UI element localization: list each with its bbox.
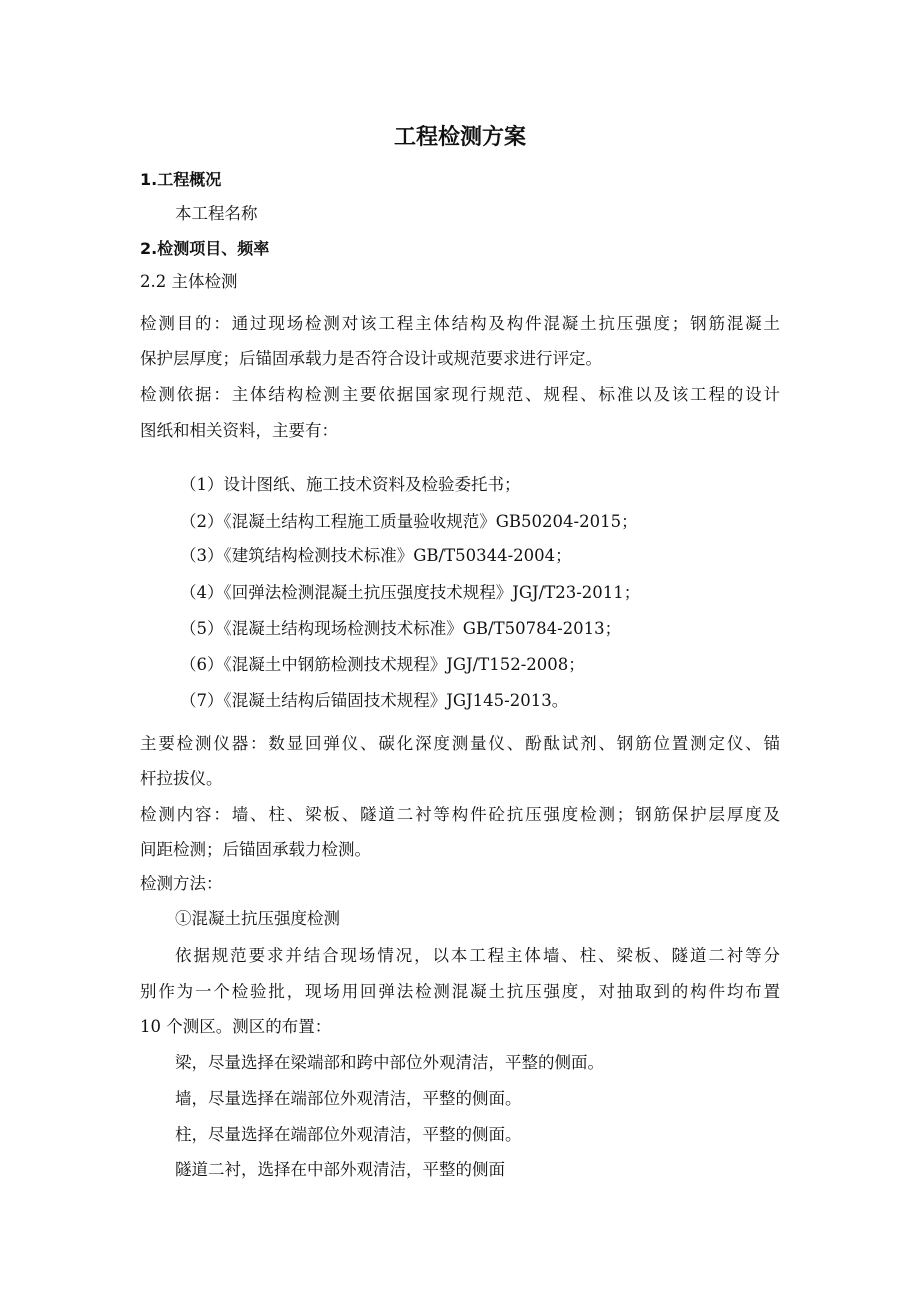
purpose-line-1: 检测目的：通过现场检测对该工程主体结构及构件混凝土抗压强度；钢筋混凝土 (140, 314, 780, 333)
tunnel-lining-note: 隧道二衬，选择在中部外观清洁，平整的侧面 (175, 1160, 505, 1179)
section-2-heading: 2.检测项目、频率 (140, 239, 270, 258)
content-line-2: 间距检测；后锚固承载力检测。 (140, 840, 371, 859)
reference-item: （6）《混凝土中钢筋检测技术规程》JGJ/T152-2008； (180, 655, 585, 674)
page-title: 工程检测方案 (393, 124, 526, 150)
method-label: 检测方法： (140, 874, 223, 893)
basis-line-2: 图纸和相关资料，主要有： (140, 421, 338, 440)
reference-item: （7）《混凝土结构后锚固技术规程》JGJ145-2013。 (180, 691, 569, 710)
instruments-line-2: 杆拉拔仪。 (140, 769, 223, 788)
reference-item: （4）《回弹法检测混凝土抗压强度技术规程》JGJ/T23-2011； (180, 583, 641, 602)
purpose-line-2: 保护层厚度；后锚固承载力是否符合设计或规范要求进行评定。 (140, 349, 602, 368)
method-paragraph-line-1: 依据规范要求并结合现场情况，以本工程主体墙、柱、梁板、隧道二衬等分 (175, 946, 780, 965)
basis-line-1: 检测依据：主体结构检测主要依据国家现行规范、规程、标准以及该工程的设计 (140, 385, 780, 404)
reference-item: （2）《混凝土结构工程施工质量验收规范》GB50204-2015； (180, 512, 638, 531)
beam-note: 梁，尽量选择在梁端部和跨中部位外观清洁，平整的侧面。 (175, 1053, 604, 1072)
method-paragraph-line-3: 10 个测区。测区的布置： (140, 1017, 332, 1036)
project-name-text: 本工程名称 (175, 204, 258, 223)
section-2-2-heading: 2.2 主体检测 (140, 272, 238, 291)
method-paragraph-line-2: 别作为一个检验批，现场用回弹法检测混凝土抗压强度，对抽取到的构件均布置 (140, 982, 780, 1001)
section-1-heading: 1.工程概况 (140, 170, 222, 189)
reference-item: （1）设计图纸、施工技术资料及检验委托书； (180, 475, 521, 494)
method-item-1: ①混凝土抗压强度检测 (175, 909, 340, 928)
reference-item: （3）《建筑结构检测技术标准》GB/T50344-2004； (180, 546, 572, 565)
column-note: 柱，尽量选择在端部位外观清洁，平整的侧面。 (175, 1125, 522, 1144)
instruments-line-1: 主要检测仪器：数显回弹仪、碳化深度测量仪、酚酞试剂、钢筋位置测定仪、锚 (140, 734, 780, 753)
reference-item: （5）《混凝土结构现场检测技术标准》GB/T50784-2013； (180, 619, 622, 638)
wall-note: 墙，尽量选择在端部位外观清洁，平整的侧面。 (175, 1089, 522, 1108)
content-line-1: 检测内容：墙、柱、梁板、隧道二衬等构件砼抗压强度检测；钢筋保护层厚度及 (140, 805, 780, 824)
